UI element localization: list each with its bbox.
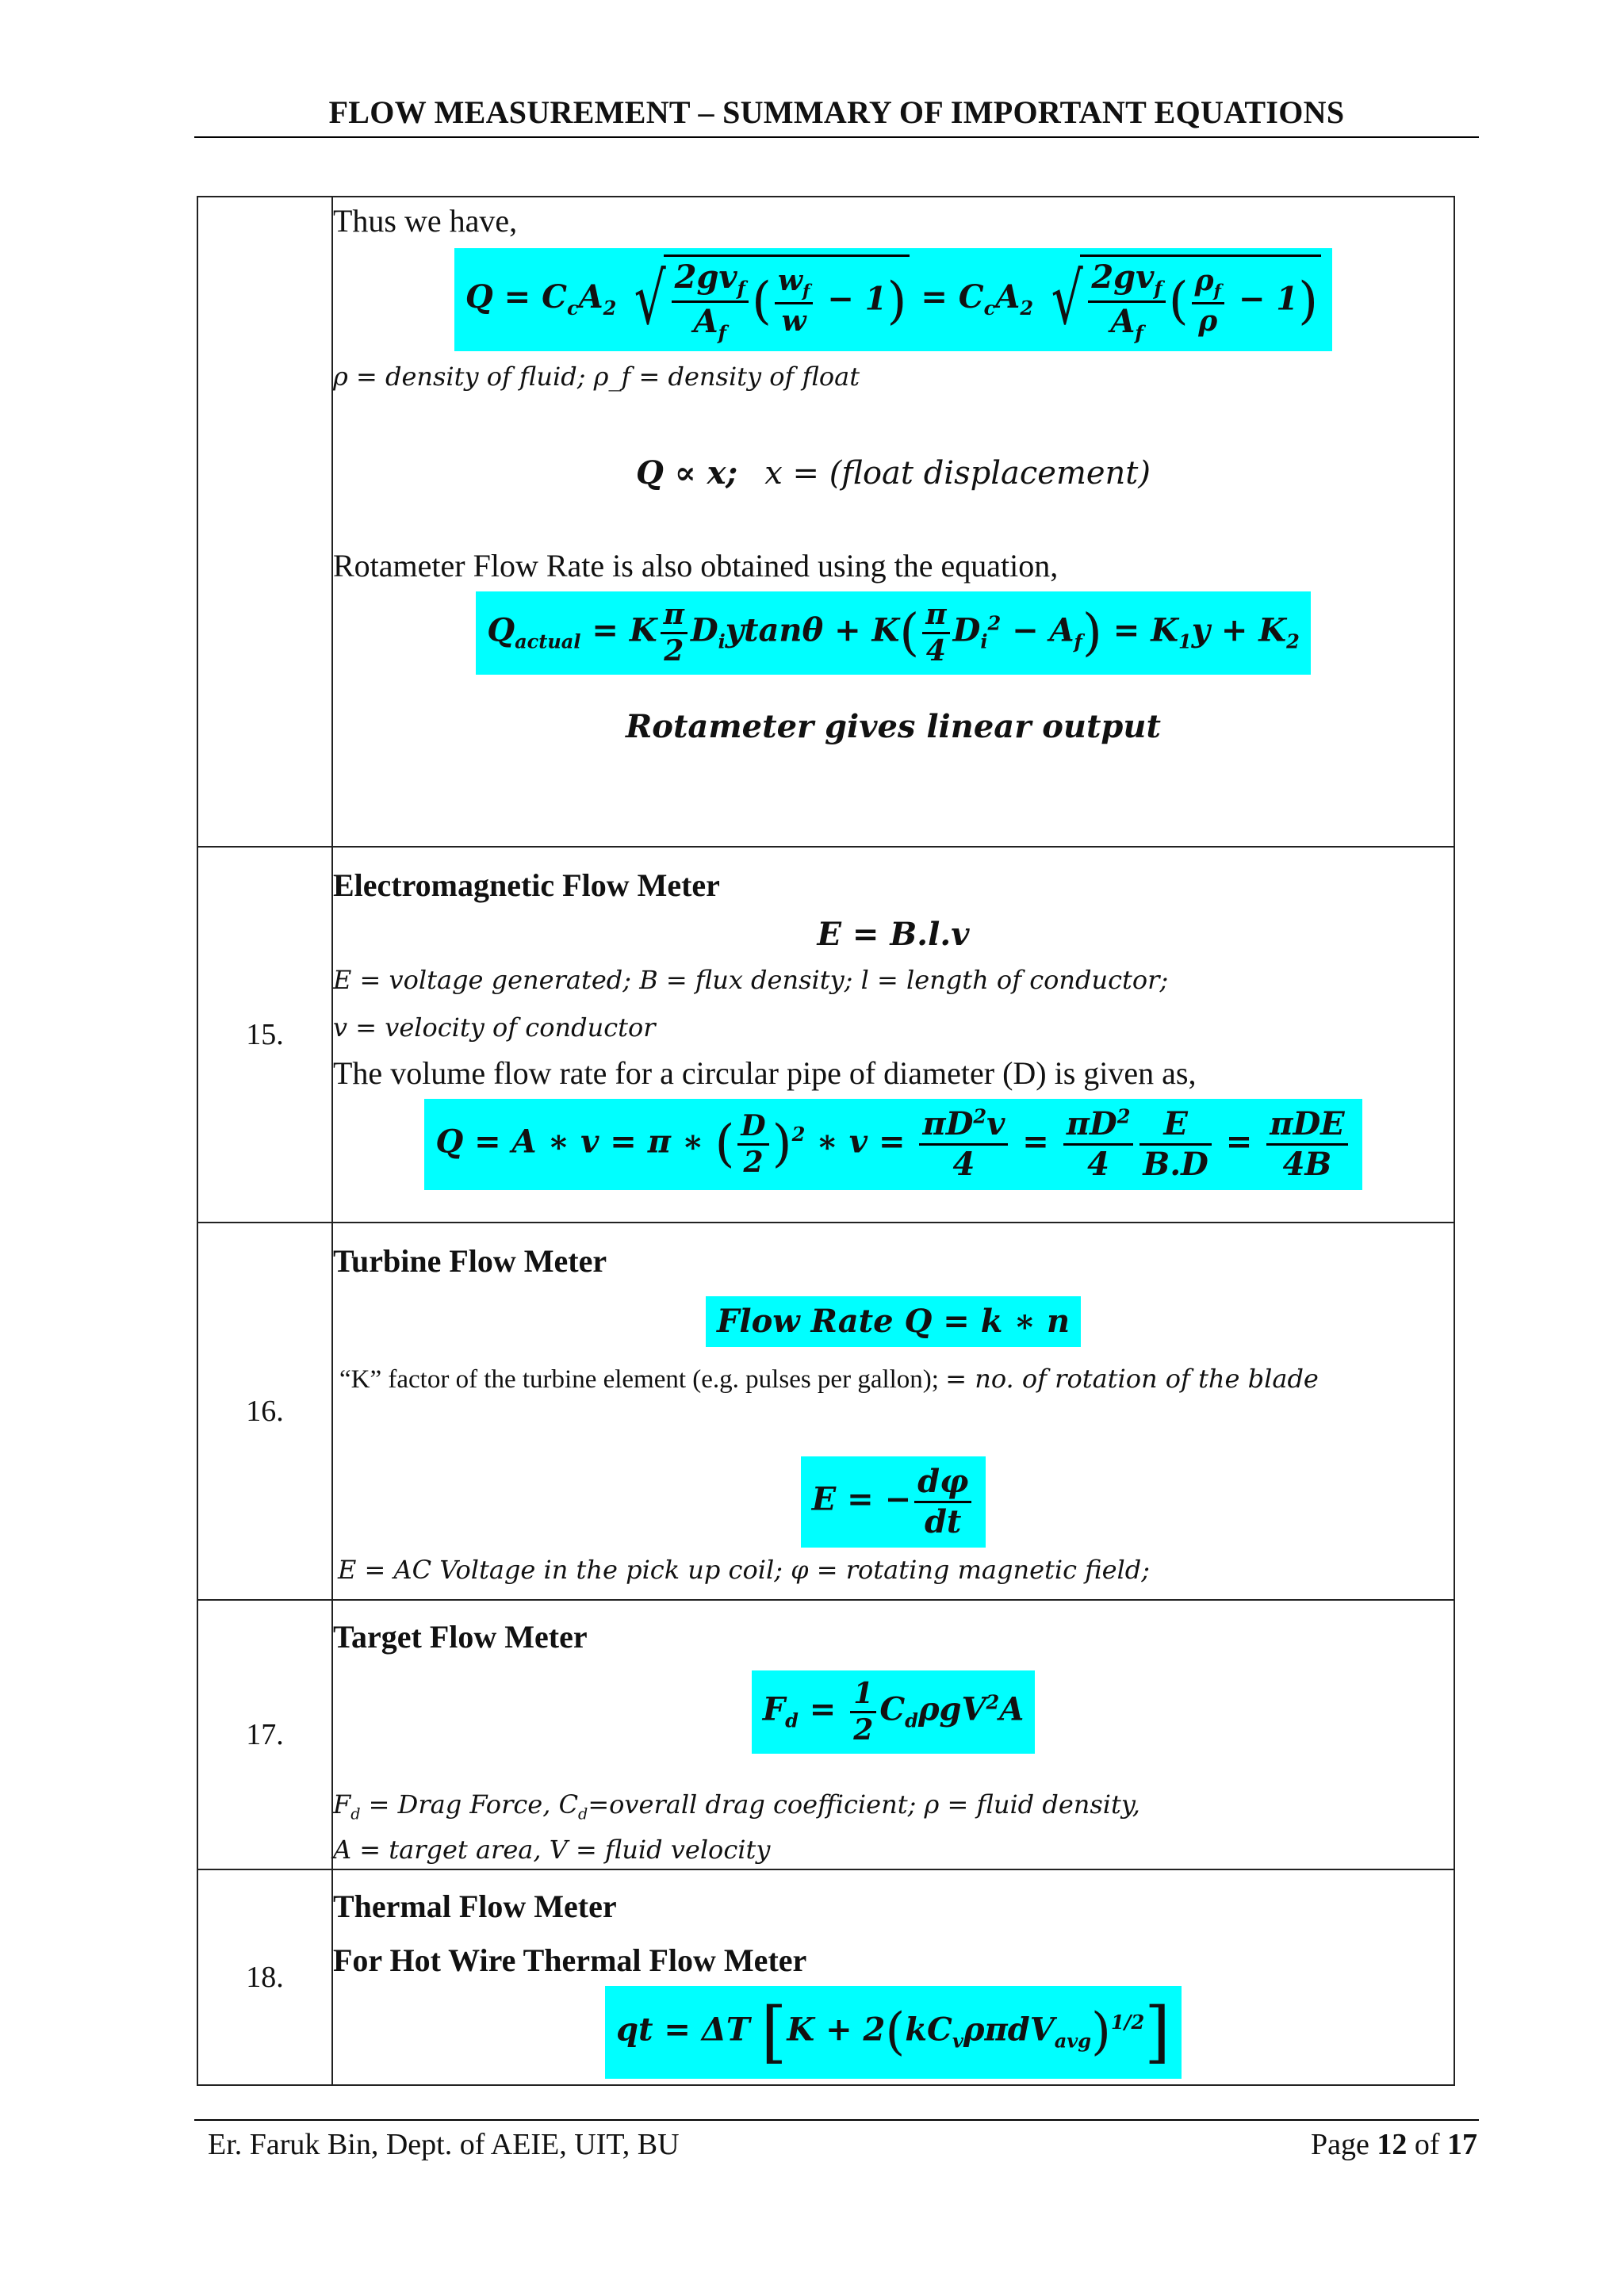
electromagnetic-equation: E = B.l.v: [817, 916, 970, 953]
electromagnetic-heading: Electromagnetic Flow Meter: [333, 867, 720, 903]
proportional-equation: [333, 454, 1454, 492]
drag-force-equation: $F_d$ = $\frac{1}{2}$ $C_d\rho gV^2A$: [333, 1670, 1454, 1754]
page-header-title: FLOW MEASUREMENT – SUMMARY OF IMPORTANT EQUATIONS: [328, 94, 1345, 130]
hot-wire-heading: For Hot Wire Thermal Flow Meter: [333, 1942, 807, 1978]
table-row-14: [197, 197, 1454, 847]
induced-voltage-equation: E = − $\frac{d\varphi}{dt}$: [333, 1456, 1454, 1548]
drag-legend-1: $F_d$ = Drag Force, $C_d=overall$ drag coefficient; ρ = fluid density,: [333, 1789, 1140, 1823]
equations-table: [197, 196, 1455, 2086]
linear-output-text: Rotameter gives linear output: [626, 707, 1161, 745]
proportional-note: x = (float displacement): [764, 454, 1151, 492]
drag-legend-2: A = target area, V = fluid velocity: [333, 1834, 771, 1865]
row-number-empty: [197, 197, 332, 847]
turbine-heading: Turbine Flow Meter: [333, 1243, 607, 1279]
row-16-content: [332, 1223, 1454, 1600]
voltage-legend: E = AC Voltage in the pick up coil; φ = rotating magnetic field;: [338, 1555, 1150, 1585]
thermal-heading: Thermal Flow Meter: [333, 1888, 617, 1924]
page-number: Page 12 of 17: [1310, 2128, 1477, 2161]
footer-author: Er. Faruk Bin, Dept. of AEIE, UIT, BU: [208, 2128, 680, 2161]
row-15-content: [332, 847, 1454, 1223]
row-17-content: [332, 1600, 1454, 1869]
electromagnetic-legend-2: v = velocity of conductor: [333, 1012, 656, 1043]
header-rule: [194, 136, 1479, 138]
table-row-18: [197, 1869, 1454, 2085]
rotameter-intro-text: Rotameter Flow Rate is also obtained using the equation,: [333, 547, 1059, 584]
footer-rule: [194, 2119, 1479, 2121]
row-number-18: 18.: [197, 1869, 332, 2085]
proportional-lhs: Q ∝ x;: [636, 453, 738, 492]
row-14-content: [332, 197, 1454, 847]
target-heading: Target Flow Meter: [333, 1619, 588, 1655]
electromagnetic-legend-1: E = voltage generated; B = flux density; l = length of conductor;: [333, 965, 1169, 995]
table-row-15: [197, 847, 1454, 1223]
density-note: ρ = density of fluid; ρ_f = density of float: [333, 361, 860, 392]
table-row-17: [197, 1600, 1454, 1869]
hot-wire-equation: qt = ΔT $[K + 2(kC_v\rho\pi dV_{avg})^{1/2}]$: [333, 1986, 1454, 2079]
volume-flow-intro: The volume flow rate for a circular pipe of diameter (D) is given as,: [333, 1055, 1197, 1091]
rotameter-actual-equation: $Q_{actual} = K$ $\frac{\pi}{2}$ $D_iytan\theta + K$( $\frac{\pi}{4}$ $D_i^2 - A_f) = K_1y + K_2$: [333, 591, 1454, 675]
volume-flow-equation: Q = A ∗ v = π ∗ ( $\frac{D}{2}$ )$^2$ ∗ v = $\frac{\pi D^2v}{4}$ = $\frac{\pi D^2}{4}$ $\frac{E}{B.D}$ = $\frac{\text{πDE}}{4B}$: [333, 1099, 1454, 1190]
turbine-flow-equation: Flow Rate Q = k ∗ n: [333, 1296, 1454, 1347]
rotameter-flow-equation: $Q = C_cA_2$ √ $\frac{2gv_f}{A_f}$ ( $\frac{w_f}{w}$ − $1) = C_cA_2$ √ $\frac{2gv_f}{A_f}$ ( $\frac{\rho_f}{\rho}$ − 1): [333, 248, 1454, 351]
table-row-16: [197, 1223, 1454, 1600]
row-number-17: 17.: [197, 1600, 332, 1869]
thus-we-have-text: Thus we have,: [333, 203, 518, 239]
row-number-16: 16.: [197, 1223, 332, 1600]
row-18-content: [332, 1869, 1454, 2085]
k-factor-note: “K” factor of the turbine element (e.g. pulses per gallon); = no. of rotation of the blade: [339, 1364, 1319, 1394]
row-number-15: 15.: [197, 847, 332, 1223]
